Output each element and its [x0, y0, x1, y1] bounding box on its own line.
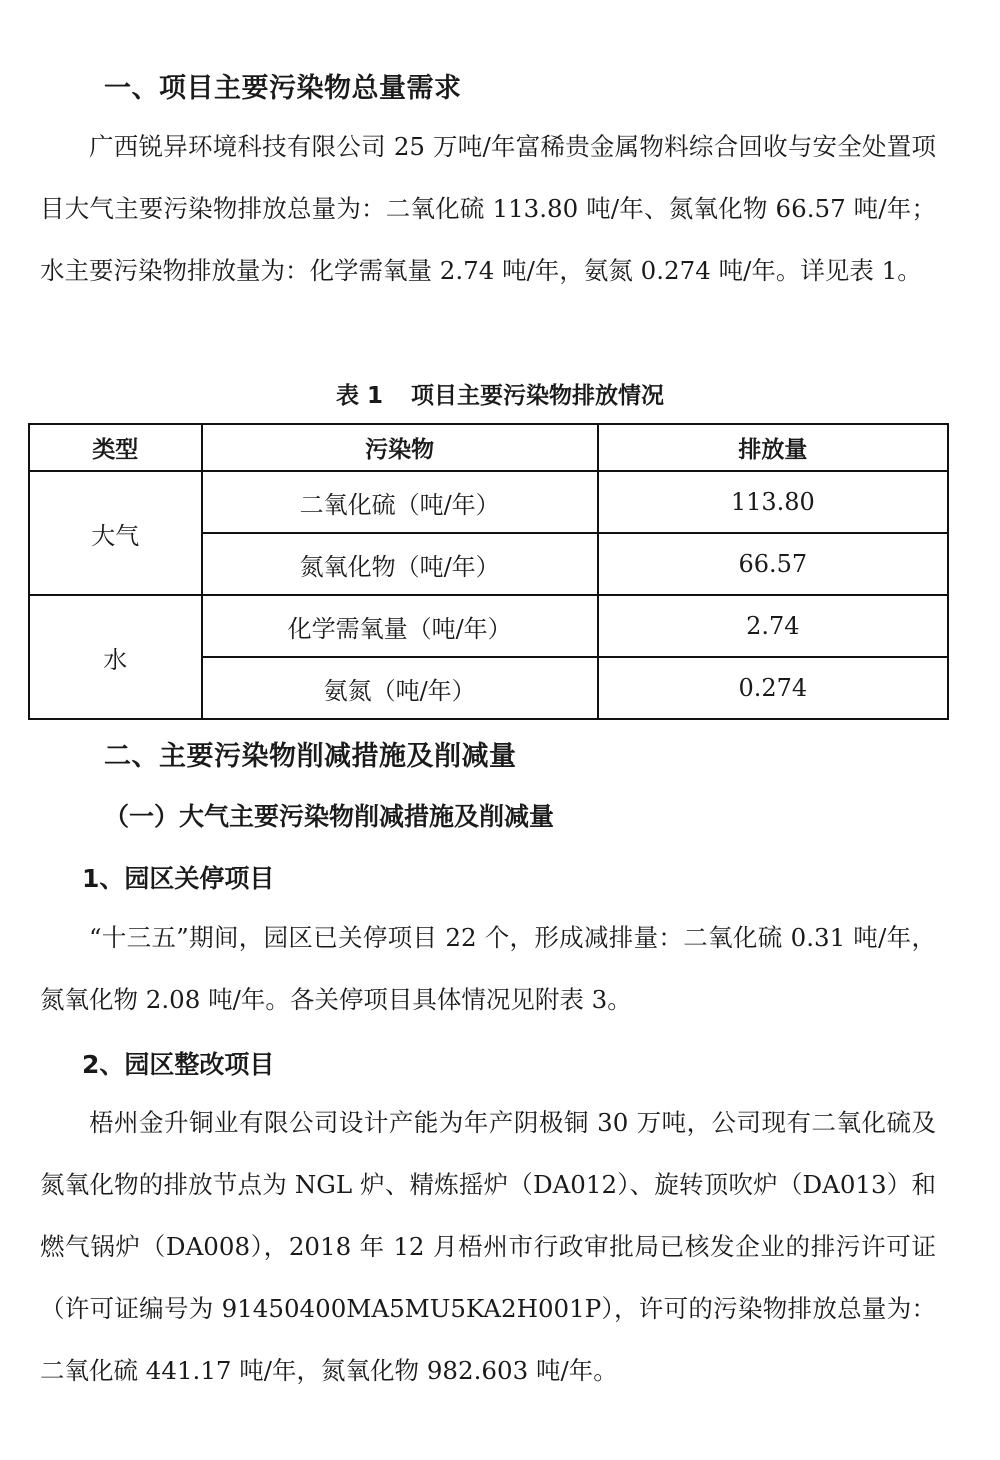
table-row	[29, 471, 948, 533]
item-2-paragraph: 梧州金升铜业有限公司设计产能为年产阴极铜 30 万吨，公司现有二氧化硫及氮氧化物的排放节点为 NGL 炉、精炼摇炉（DA012）、旋转顶吹炉（DA013）和燃气锅炉（DA008），2018 年 12 月梧州市行政审批局已核发企业的排污许可证（许可证编号为 91450400MA5MU5KA2H001P），许可的污染物排放总量为：二氧化硫 441.17 吨/年，氮氧化物 982.603 吨/年。	[40, 1108, 936, 1385]
section-2-heading: 二、主要污染物削减措施及削减量	[104, 741, 517, 772]
pollutant-cell: 氨氮（吨/年）	[202, 657, 598, 719]
pollutant-cell: 化学需氧量（吨/年）	[202, 595, 598, 657]
table-1-caption-title: 项目主要污染物排放情况	[411, 383, 664, 409]
emissions-table	[28, 423, 949, 720]
item-1-heading: 1、园区关停项目	[82, 864, 275, 893]
subsection-1-heading: （一）大气主要污染物削减措施及削减量	[104, 802, 555, 831]
item-1-paragraph: “十三五”期间，园区已关停项目 22 个，形成减排量：二氧化硫 0.31 吨/年，氮氧化物 2.08 吨/年。各关停项目具体情况见附表 3。	[40, 923, 936, 1014]
type-cell-water: 水	[29, 595, 202, 719]
amount-cell: 113.80	[598, 471, 948, 533]
amount-cell: 2.74	[598, 595, 948, 657]
item-2-heading: 2、园区整改项目	[82, 1050, 275, 1079]
section-1-paragraph: 广西锐异环境科技有限公司 25 万吨/年富稀贵金属物料综合回收与安全处置项目大气主要污染物排放总量为：二氧化硫 113.80 吨/年、氮氧化物 66.57 吨/年；水主要污染物排放量为：化学需氧量 2.74 吨/年，氨氮 0.274 吨/年。详见表 1。	[40, 132, 936, 285]
section-1-heading: 一、项目主要污染物总量需求	[104, 73, 462, 104]
header-pollutant: 污染物	[202, 424, 598, 471]
table-header-row	[29, 424, 948, 471]
table-row	[29, 595, 948, 657]
header-type: 类型	[29, 424, 202, 471]
amount-cell: 66.57	[598, 533, 948, 595]
table-1-caption	[0, 377, 1000, 410]
amount-cell: 0.274	[598, 657, 948, 719]
type-cell-air: 大气	[29, 471, 202, 595]
pollutant-cell: 二氧化硫（吨/年）	[202, 471, 598, 533]
header-amount: 排放量	[598, 424, 948, 471]
pollutant-cell: 氮氧化物（吨/年）	[202, 533, 598, 595]
table-1-caption-number: 表 1	[335, 383, 383, 409]
